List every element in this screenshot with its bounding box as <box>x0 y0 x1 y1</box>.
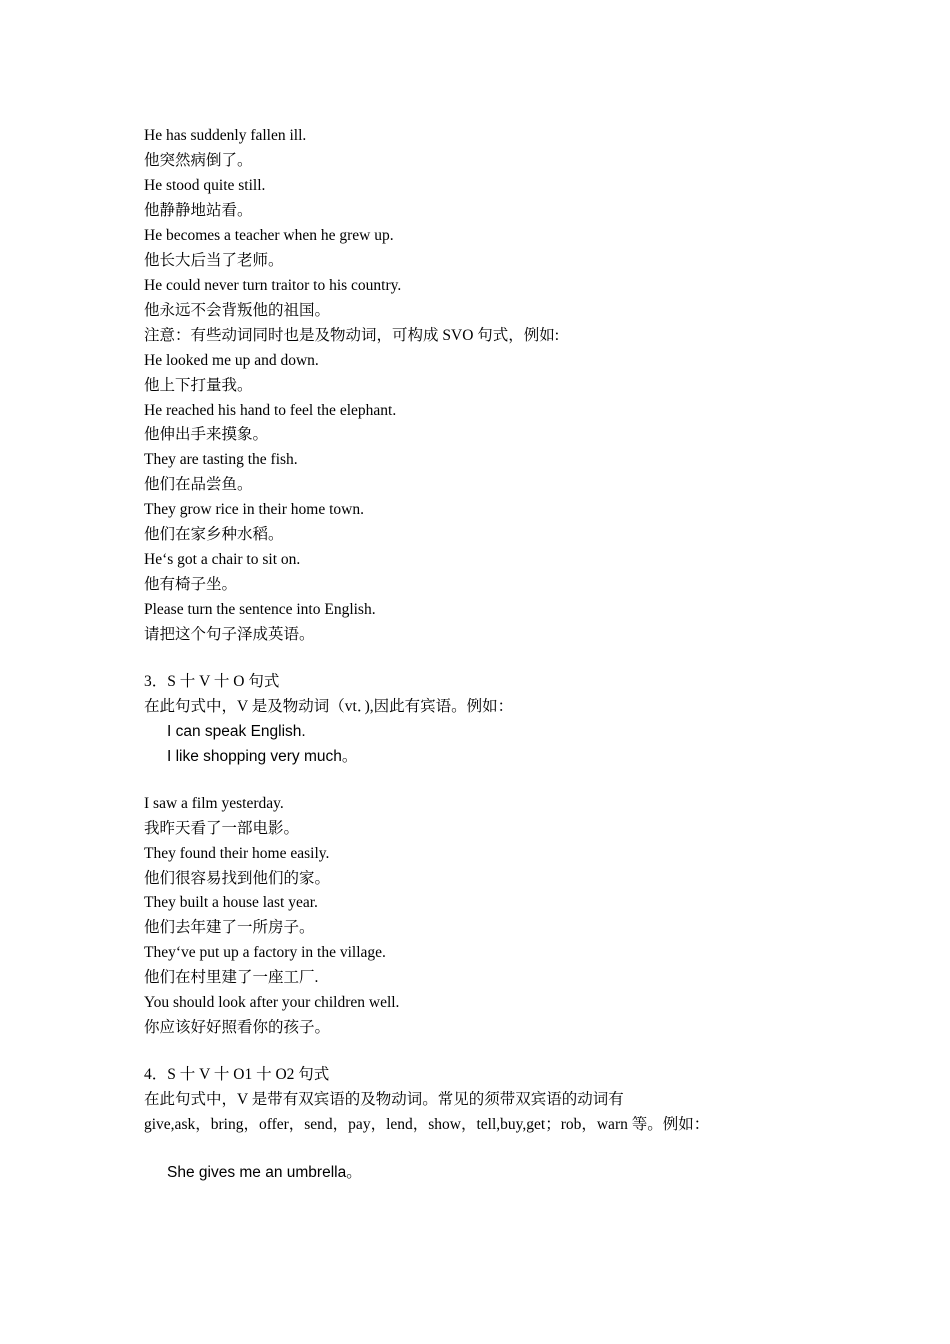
example-sentence-en: They are tasting the fish. <box>144 451 298 468</box>
example-sentence-en: Please turn the sentence into English. <box>144 601 376 618</box>
example-sentence-zh: 他伸出手来摸象。 <box>144 426 269 443</box>
section-heading: 4．S 十 V 十 O1 十 O2 句式 <box>144 1066 330 1083</box>
section-intro: 在此句式中，V 是带有双宾语的及物动词。常见的须带双宾语的动词有 <box>144 1091 624 1108</box>
example-sentence-en: He becomes a teacher when he grew up. <box>144 227 394 244</box>
example-sentence-en: You should look after your children well. <box>144 994 400 1011</box>
example-sentence-zh: 他静静地站看。 <box>144 202 253 219</box>
example-sentence-en: They built a house last year. <box>144 894 318 911</box>
sample-sentence: She gives me an umbrella。 <box>167 1164 362 1181</box>
example-sentence-zh: 他们在村里建了一座工厂. <box>144 969 319 986</box>
example-sentence-en: They‘ve put up a factory in the village. <box>144 944 386 961</box>
example-sentence-zh: 他永远不会背叛他的祖国。 <box>144 302 331 319</box>
example-sentence-en: I saw a film yesterday. <box>144 795 284 812</box>
example-sentence-zh: 你应该好好照看你的孩子。 <box>144 1019 331 1036</box>
example-sentence-en: He stood quite still. <box>144 177 266 194</box>
example-sentence-zh: 他们在品尝鱼。 <box>144 476 253 493</box>
example-sentence-en: He‘s got a chair to sit on. <box>144 551 301 568</box>
example-sentence-zh: 他有椅子坐。 <box>144 576 238 593</box>
example-sentence-zh: 他长大后当了老师。 <box>144 252 284 269</box>
example-sentence-en: He could never turn traitor to his country. <box>144 277 402 294</box>
sample-sentence: I like shopping very much。 <box>167 748 358 765</box>
sample-sentence: I can speak English. <box>167 723 306 740</box>
section-heading: 3．S 十 V 十 O 句式 <box>144 673 280 690</box>
example-sentence-zh: 他们在家乡种水稻。 <box>144 526 284 543</box>
note-text: 注意：有些动词同时也是及物动词，可构成 SVO 句式，例如: <box>144 327 560 344</box>
example-sentence-en: He looked me up and down. <box>144 352 319 369</box>
example-sentence-en: They found their home easily. <box>144 845 330 862</box>
example-sentence-en: He has suddenly fallen ill. <box>144 127 307 144</box>
example-sentence-zh: 请把这个句子泽成英语。 <box>144 626 315 643</box>
section-intro-verbs: give,ask，bring，offer，send，pay，lend，show，tell,buy,get；rob，warn 等。例如： <box>144 1116 710 1133</box>
example-sentence-zh: 他突然病倒了。 <box>144 152 253 169</box>
example-sentence-zh: 他们很容易找到他们的家。 <box>144 870 331 887</box>
example-sentence-zh: 他上下打量我。 <box>144 377 253 394</box>
example-sentence-zh: 他们去年建了一所房子。 <box>144 919 315 936</box>
example-sentence-en: They grow rice in their home town. <box>144 501 364 518</box>
example-sentence-en: He reached his hand to feel the elephant. <box>144 402 397 419</box>
example-sentence-zh: 我昨天看了一部电影。 <box>144 820 300 837</box>
section-intro: 在此句式中，V 是及物动词（vt．),因此有宾语。例如： <box>144 698 514 715</box>
